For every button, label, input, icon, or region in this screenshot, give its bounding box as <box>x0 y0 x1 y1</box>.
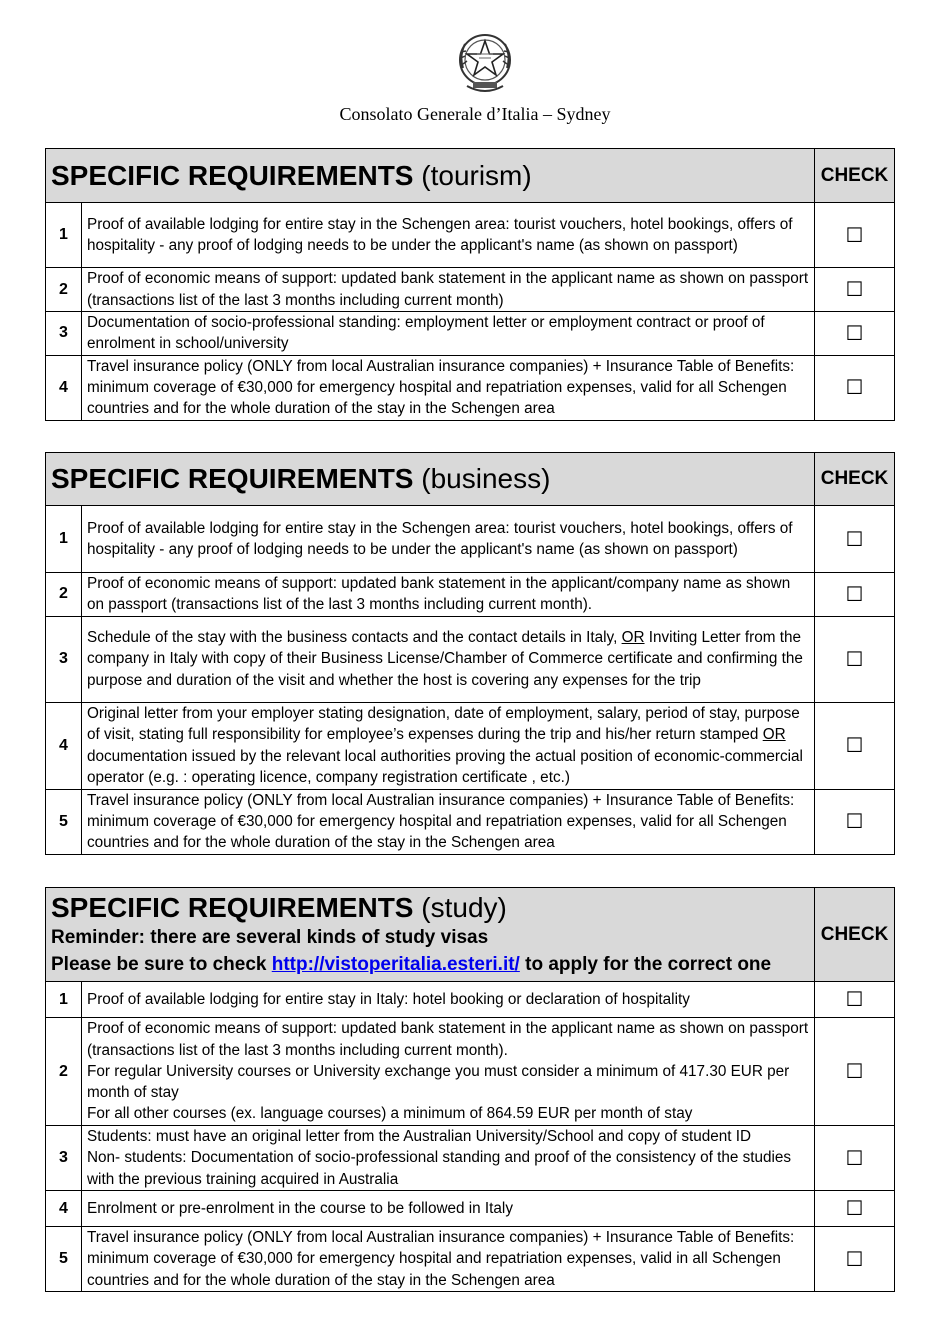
requirement-text: Travel insurance policy (ONLY from local Australian insurance companies) + Insurance Table of Benefits: minimum coverage of €30,000 for emergency hospital and repatriation expenses, valid in all Schengen countries and for the whole duration of the stay in the Schengen area <box>82 1227 815 1292</box>
row-number: 5 <box>46 789 82 854</box>
check-suffix: to apply for the correct one <box>525 953 772 975</box>
row-number: 1 <box>46 506 82 573</box>
row-number: 2 <box>46 573 82 617</box>
requirement-text: Proof of economic means of support: updated bank statement in the applicant/company name as shown on passport (transactions list of the last 3 months including current month). <box>82 573 815 617</box>
requirement-line: Non- students: Documentation of socio-professional standing and proof of the consistency of the studies with the previous training acquired in Australia <box>87 1149 792 1188</box>
section-title: SPECIFIC REQUIREMENTS <box>51 159 414 191</box>
table-row <box>46 1126 895 1191</box>
requirement-line: For all other courses (ex. language courses) a minimum of 864.59 EUR per month of stay <box>87 1105 693 1123</box>
requirement-text: Proof of economic means of support: updated bank statement in the applicant name as shown on passport (transactions list of the last 3 months including current month) <box>82 268 815 312</box>
check-website-note <box>51 951 809 978</box>
check-checkbox[interactable]: ☐ <box>815 506 895 573</box>
row-number: 3 <box>46 1126 82 1191</box>
check-checkbox[interactable]: ☐ <box>815 312 895 356</box>
table-row <box>46 982 895 1018</box>
row-number: 5 <box>46 1227 82 1292</box>
section-subtitle: (study) <box>421 891 507 923</box>
table-header <box>46 453 815 506</box>
table-row <box>46 1227 895 1292</box>
check-checkbox[interactable]: ☐ <box>815 1227 895 1292</box>
requirement-text <box>82 1018 815 1126</box>
table-row <box>46 203 895 268</box>
requirement-text: Travel insurance policy (ONLY from local Australian insurance companies) + Insurance Table of Benefits: minimum coverage of €30,000 for emergency hospital and repatriation expenses, valid for all Schengen countries and for the whole duration of the stay in the Schengen area <box>82 789 815 854</box>
row-number: 3 <box>46 312 82 356</box>
table-row <box>46 616 895 702</box>
row-number: 3 <box>46 616 82 702</box>
check-column-header: CHECK <box>815 149 895 203</box>
row-number: 4 <box>46 1191 82 1227</box>
requirement-text <box>82 1126 815 1191</box>
consulate-name: Consolato Generale d’Italia – Sydney <box>339 104 611 124</box>
check-checkbox[interactable]: ☐ <box>815 1018 895 1126</box>
check-column-header: CHECK <box>815 888 895 982</box>
check-checkbox[interactable]: ☐ <box>815 1191 895 1227</box>
or-keyword: OR <box>621 629 645 647</box>
requirement-text <box>82 616 815 702</box>
table-row <box>46 1191 895 1227</box>
visa-website-link[interactable]: http://vistoperitalia.esteri.it/ <box>271 953 520 975</box>
requirement-text: Enrolment or pre-enrolment in the course to be followed in Italy <box>82 1191 815 1227</box>
check-checkbox[interactable]: ☐ <box>815 1126 895 1191</box>
requirement-text: Proof of available lodging for entire stay in the Schengen area: tourist vouchers, hotel bookings, offers of hospitality - any proof of lodging needs to be under the applicant's name (as shown on passport) <box>82 506 815 573</box>
requirement-text <box>82 702 815 789</box>
requirement-text-part: documentation issued by the relevant local authorities proving the actual position of economic-commercial operator (e.g. : operating licence, company registration certificate , etc.) <box>87 747 803 786</box>
check-column-header: CHECK <box>815 453 895 506</box>
row-number: 1 <box>46 982 82 1018</box>
tourism-requirements-table <box>45 148 895 421</box>
row-number: 2 <box>46 1018 82 1126</box>
section-subtitle: (business) <box>421 463 551 494</box>
table-row <box>46 1018 895 1126</box>
row-number: 2 <box>46 268 82 312</box>
study-visa-reminder: Reminder: there are several kinds of study visas <box>51 926 489 948</box>
check-checkbox[interactable]: ☐ <box>815 702 895 789</box>
requirement-line: For regular University courses or University exchange you must consider a minimum of 417.30 EUR per month of stay <box>87 1062 790 1102</box>
italian-republic-emblem-icon <box>455 28 515 96</box>
table-row <box>46 573 895 617</box>
table-header <box>46 888 815 982</box>
section-title: SPECIFIC REQUIREMENTS <box>51 891 414 923</box>
table-row <box>46 312 895 356</box>
row-number: 1 <box>46 203 82 268</box>
requirement-line: Students: must have an original letter from the Australian University/School and copy of student ID <box>87 1128 752 1146</box>
table-row <box>46 355 895 420</box>
check-prefix: Please be sure to check <box>51 953 267 975</box>
check-checkbox[interactable]: ☐ <box>815 203 895 268</box>
table-header <box>46 149 815 203</box>
requirement-text-part: Inviting Letter from the company in Italy with copy of their Business License/Chamber of Commerce certificate and confirming the purpose and duration of the visit and whether the host is covering any expenses for the trip <box>87 629 803 689</box>
section-title: SPECIFIC REQUIREMENTS <box>51 463 414 494</box>
row-number: 4 <box>46 702 82 789</box>
requirement-text-part: Schedule of the stay with the business contacts and the contact details in Italy, <box>87 629 618 647</box>
table-row <box>46 506 895 573</box>
section-subtitle: (tourism) <box>421 159 532 191</box>
table-row <box>46 268 895 312</box>
check-checkbox[interactable]: ☐ <box>815 616 895 702</box>
or-keyword: OR <box>762 726 786 744</box>
requirement-text: Travel insurance policy (ONLY from local Australian insurance companies) + Insurance Table of Benefits: minimum coverage of €30,000 for emergency hospital and repatriation expenses, valid for all Schengen countries and for the whole duration of the stay in the Schengen area <box>82 355 815 420</box>
requirement-text: Proof of available lodging for entire stay in the Schengen area: tourist vouchers, hotel bookings, offers of hospitality - any proof of lodging needs to be under the applicant's name (as shown on passport) <box>82 203 815 268</box>
check-checkbox[interactable]: ☐ <box>815 789 895 854</box>
check-checkbox[interactable]: ☐ <box>815 573 895 617</box>
table-row <box>46 789 895 854</box>
requirement-line: Proof of economic means of support: updated bank statement in the applicant name as shown on passport (transactions list of the last 3 months including current month). <box>87 1020 809 1059</box>
check-checkbox[interactable]: ☐ <box>815 355 895 420</box>
requirement-text-part: Original letter from your employer stating designation, date of employment, salary, period of stay, purpose of visit, stating full responsibility for employee’s expenses during the trip and his/her return stamped <box>87 705 800 744</box>
check-checkbox[interactable]: ☐ <box>815 268 895 312</box>
table-row <box>46 702 895 789</box>
row-number: 4 <box>46 355 82 420</box>
check-checkbox[interactable]: ☐ <box>815 982 895 1018</box>
business-requirements-table <box>45 452 895 855</box>
study-requirements-table <box>45 887 895 1292</box>
requirement-text: Documentation of socio-professional standing: employment letter or employment contract or proof of enrolment in school/university <box>82 312 815 356</box>
requirement-text: Proof of available lodging for entire stay in Italy: hotel booking or declaration of hospitality <box>82 982 815 1018</box>
